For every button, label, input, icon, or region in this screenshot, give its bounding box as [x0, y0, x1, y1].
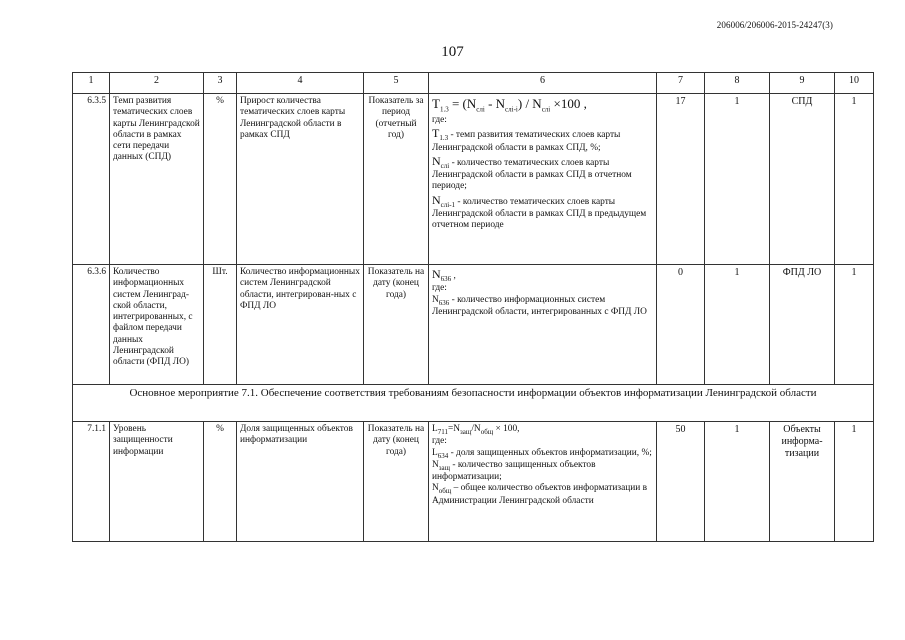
- col8-value: 1: [705, 94, 770, 265]
- formula-expression: $L_{711}=N_{защ}/N_{общ} \times 100$,: [432, 424, 520, 436]
- formula-legend-item: $N_{слi}$ - количество тематических слоев карты Ленинградской области в рамках СПД в отчетном периоде;: [432, 153, 632, 192]
- document-id: 206006/206006-2015-24247(3): [716, 20, 833, 30]
- indicator-name: Уровень защищенности информации: [110, 422, 204, 542]
- formula-legend-item: $L_{634}$ - доля защищенных объектов информатизации, %;: [432, 447, 652, 460]
- col8-value: 1: [705, 422, 770, 542]
- col-header: 1: [73, 73, 110, 94]
- formula-legend-item: $N_{общ}$ – общее количество объектов информатизации в Администрации Ленинградской области: [432, 483, 648, 506]
- formula-legend-item: $N_{слi-1}$ - количество тематических слоев карты Ленинградской области в рамках СПД в предыдущем отчетном периоде: [432, 192, 647, 231]
- col-header: 10: [835, 73, 874, 94]
- col-header: 8: [705, 73, 770, 94]
- col-header: 9: [770, 73, 835, 94]
- indicator-description: Прирост количества тематических слоев карты Ленинградской области в рамках СПД: [237, 94, 364, 265]
- col9-value: ФПД ЛО: [770, 265, 835, 385]
- indicator-formula: [429, 422, 657, 542]
- formula-expression: $T_{1.3} = (N_{слi} - N_{слi-i}) / N_{слi} \times 100$ ,: [432, 96, 587, 114]
- indicator-unit: %: [204, 422, 237, 542]
- section-title: Основное мероприятие 7.1. Обеспечение соответствия требованиям безопасности информации объектов информатизации Ленинградской области: [73, 385, 874, 422]
- col9-value: СПД: [770, 94, 835, 265]
- indicator-period: Показатель за период (отчетный год): [364, 94, 429, 265]
- table-row: [73, 265, 874, 385]
- col7-value: 50: [657, 422, 705, 542]
- indicator-unit: %: [204, 94, 237, 265]
- column-numbers-row: [73, 73, 874, 94]
- indicator-formula: [429, 94, 657, 265]
- indicator-description: Доля защищенных объектов информатизации: [237, 422, 364, 542]
- col-header: 6: [429, 73, 657, 94]
- page-number: 107: [441, 44, 464, 60]
- col10-value: 1: [835, 94, 874, 265]
- indicator-period: Показатель на дату (конец года): [364, 422, 429, 542]
- indicators-table: [72, 72, 874, 542]
- indicator-name: Темп развития тематических слоев карты Ленинградской области в рамках сети передачи данных (СПД): [110, 94, 204, 265]
- indicator-unit: Шт.: [204, 265, 237, 385]
- formula-legend-item: $N_{636}$ - количество информационных систем Ленинградской области, интегрированных с ФПД ЛО: [432, 294, 647, 317]
- formula-where: где:: [432, 283, 447, 294]
- indicator-description: Количество информационных систем Ленинградской области, интегрирован-ных с ФПД ЛО: [237, 265, 364, 385]
- col-header: 5: [364, 73, 429, 94]
- formula-where: где:: [432, 436, 447, 447]
- col-header: 3: [204, 73, 237, 94]
- indicator-code: 6.3.6: [73, 265, 110, 385]
- col-header: 4: [237, 73, 364, 94]
- col10-value: 1: [835, 265, 874, 385]
- table-row: [73, 422, 874, 542]
- indicator-period: Показатель на дату (конец года): [364, 265, 429, 385]
- formula-legend-item: $N_{защ}$ - количество защищенных объектов информатизации;: [432, 459, 596, 483]
- col9-value: Объекты информа-тизации: [770, 422, 835, 542]
- col7-value: 0: [657, 265, 705, 385]
- indicator-code: 6.3.5: [73, 94, 110, 265]
- indicator-formula: [429, 265, 657, 385]
- formula-expression: $N_{636}$ ,: [432, 267, 456, 283]
- col10-value: 1: [835, 422, 874, 542]
- indicator-name: Количество информационных систем Ленинград-ской области, интегрированных, с файлом передачи данных Ленинградской области (ФПД ЛО): [110, 265, 204, 385]
- table-row: [73, 94, 874, 265]
- col-header: 2: [110, 73, 204, 94]
- indicator-code: 7.1.1: [73, 422, 110, 542]
- section-heading-row: [73, 385, 874, 422]
- formula-where: где:: [432, 114, 447, 125]
- col-header: 7: [657, 73, 705, 94]
- col8-value: 1: [705, 265, 770, 385]
- col7-value: 17: [657, 94, 705, 265]
- formula-legend-item: $T_{1.3}$ - темп развития тематических слоев карты Ленинградской области в рамках СПД, %;: [432, 126, 621, 153]
